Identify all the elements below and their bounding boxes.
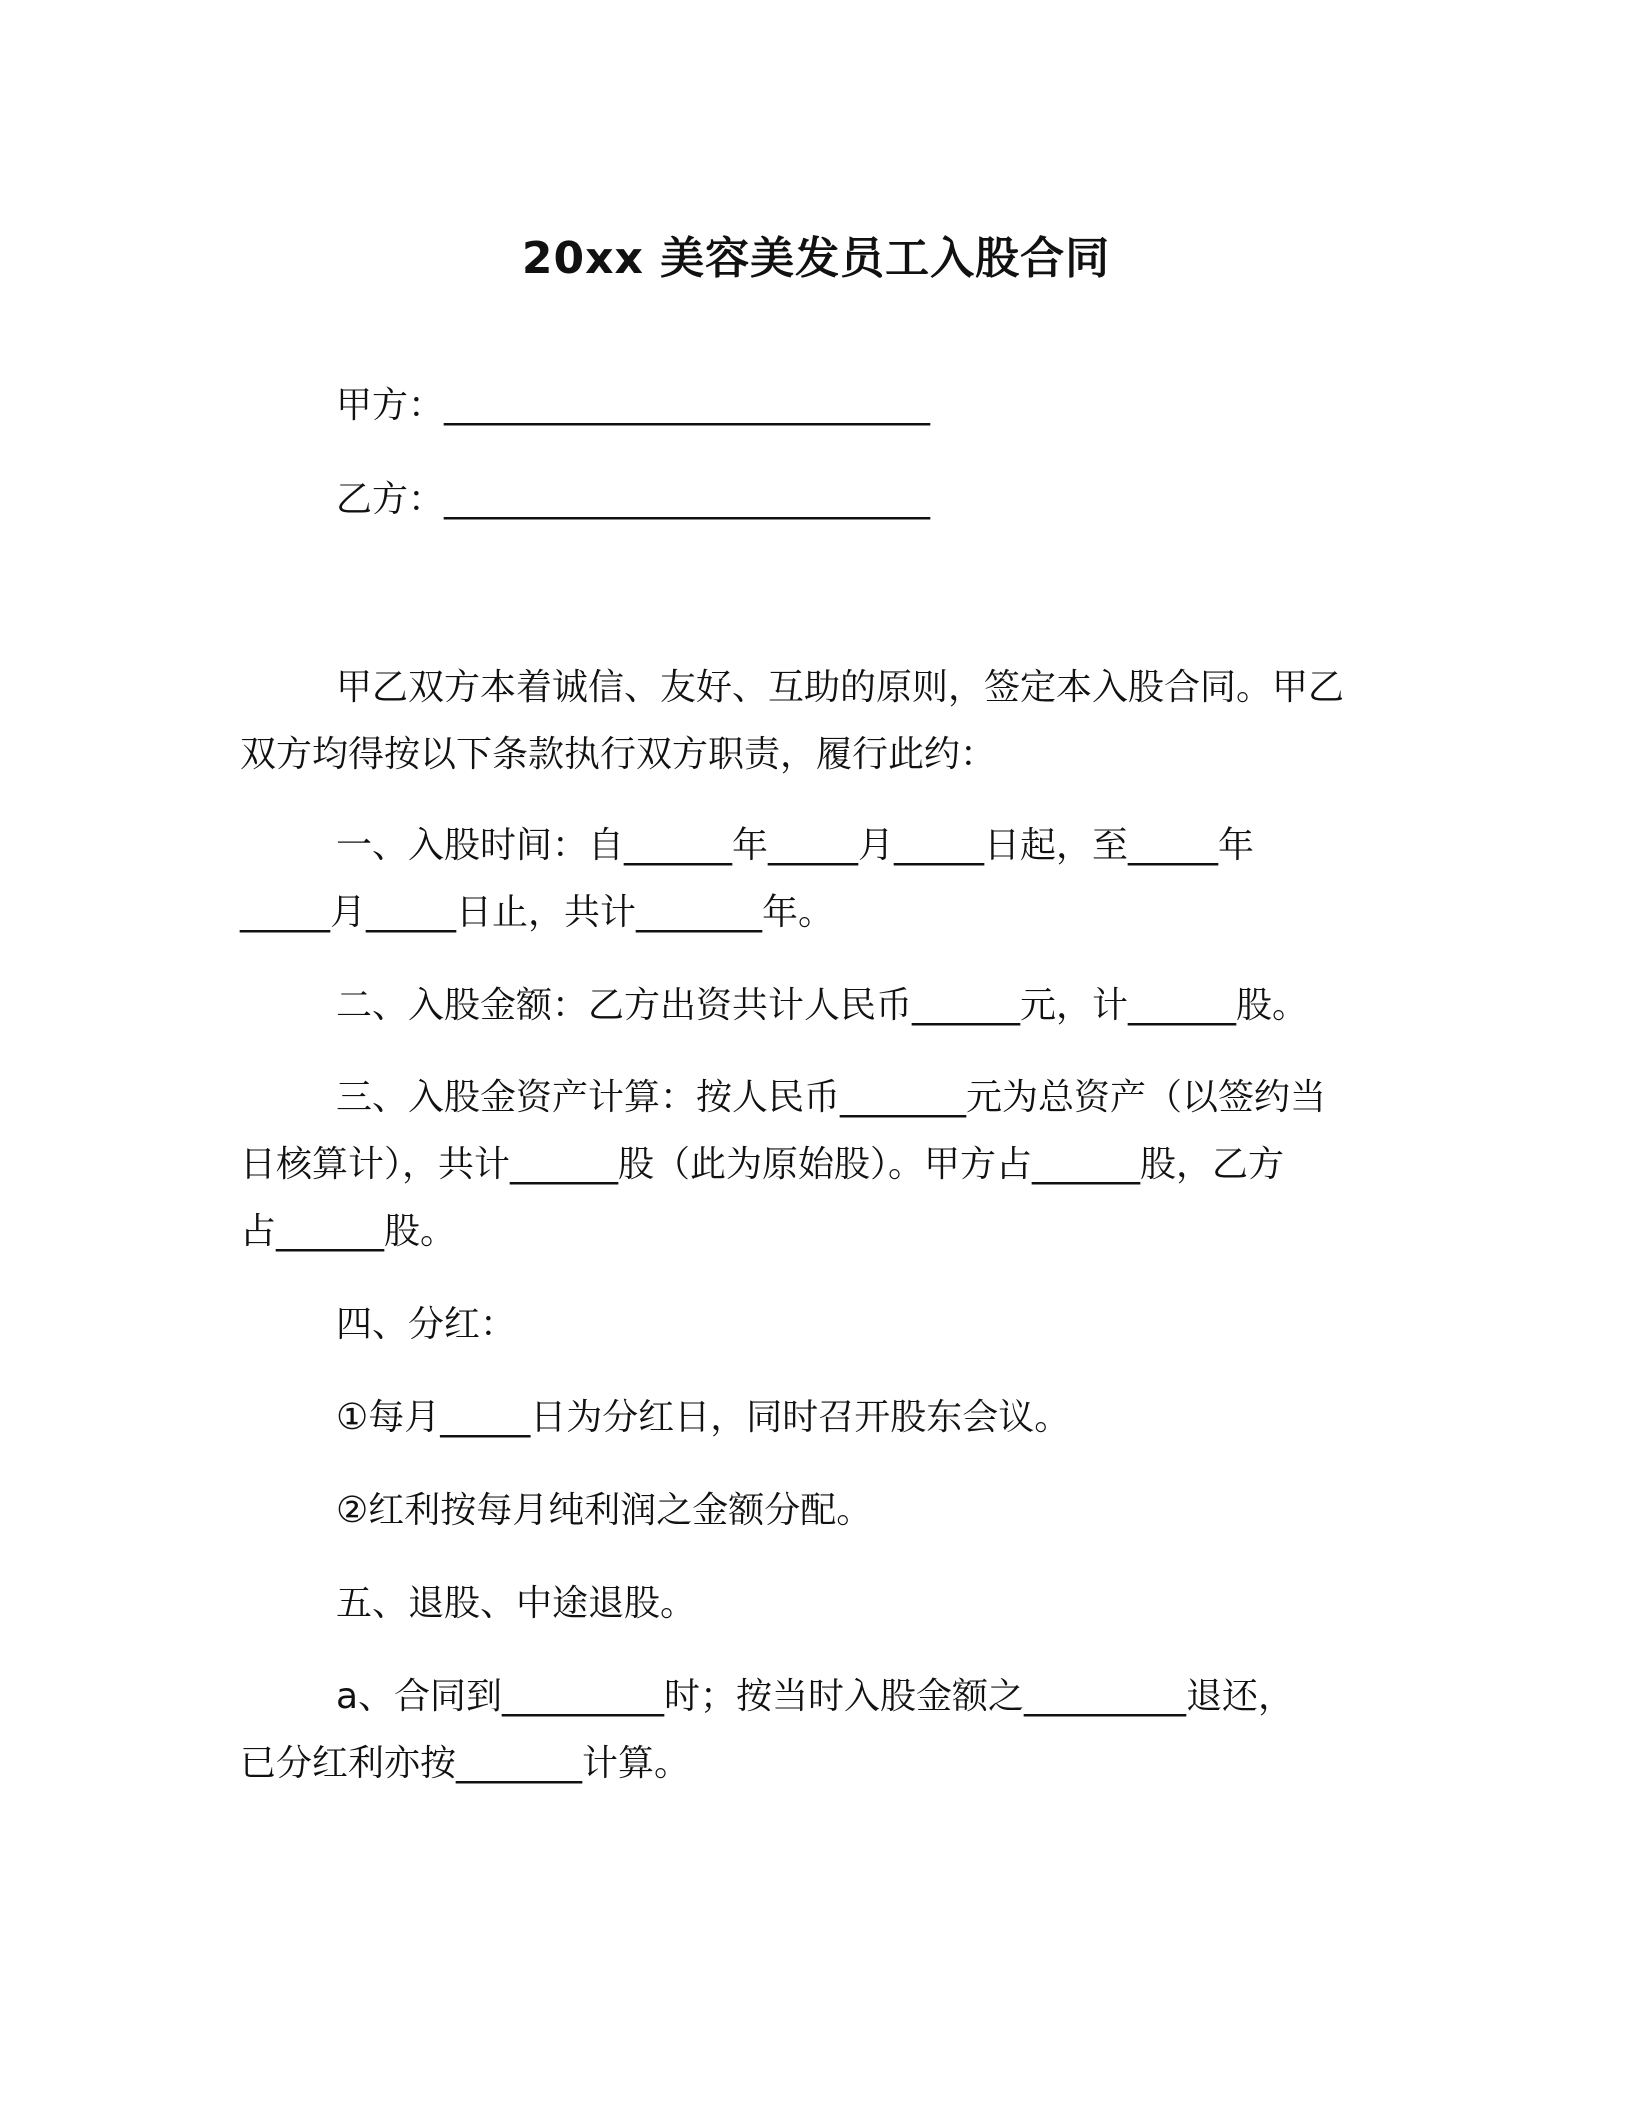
clause3-line-1: 三、入股金资产计算：按人民币_______元为总资产（以签约当 xyxy=(336,1077,1327,1118)
clause5-a-line-1: a、合同到_________时；按当时入股金额之_________退还， xyxy=(336,1676,1295,1717)
clause1-line-2: _____月_____日止，共计_______年。 xyxy=(240,892,835,933)
clause4-heading: 四、分红： xyxy=(336,1304,517,1345)
clause4-item-1: ①每月_____日为分红日，同时召开股东会议。 xyxy=(336,1397,1071,1438)
preamble-line-1: 甲乙双方本着诚信、友好、互助的原则，签定本入股合同。甲乙 xyxy=(336,667,1345,708)
clause5-heading: 五、退股、中途退股。 xyxy=(336,1583,697,1624)
party-a-line: 甲方：___________________________ xyxy=(336,385,931,426)
clause3-line-3: 占______股。 xyxy=(240,1211,457,1252)
document-title: 20xx 美容美发员工入股合同 xyxy=(521,233,1111,284)
clause5-a-line-2: 已分红利亦按_______计算。 xyxy=(240,1743,691,1784)
clause2-line-1: 二、入股金额：乙方出资共计人民币______元，计______股。 xyxy=(336,985,1309,1026)
party-b-line: 乙方：___________________________ xyxy=(336,479,931,520)
clause1-line-1: 一、入股时间：自______年_____月_____日起，至_____年 xyxy=(336,825,1255,866)
clause4-item-2: ②红利按每月纯利润之金额分配。 xyxy=(336,1490,873,1531)
preamble-line-2: 双方均得按以下条款执行双方职责，履行此约： xyxy=(240,734,997,775)
clause3-line-2: 日核算计），共计______股（此为原始股）。甲方占______股，乙方 xyxy=(240,1144,1285,1185)
